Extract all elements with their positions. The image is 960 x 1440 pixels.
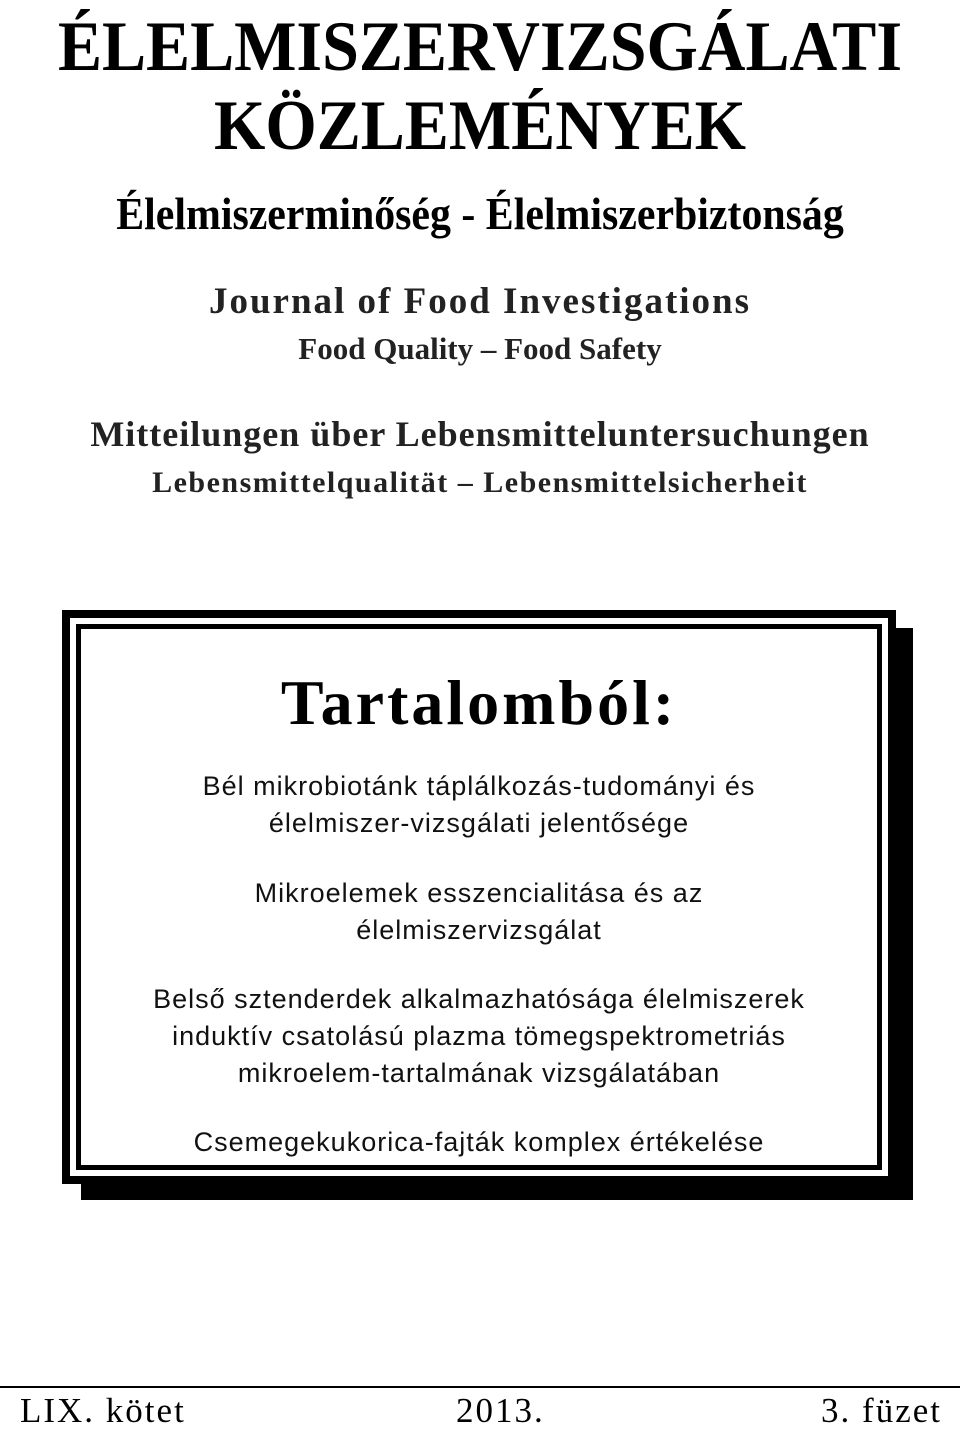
contents-item-line: Bél mikrobiotánk táplálkozás-tudományi és	[202, 771, 756, 801]
contents-item	[81, 1124, 877, 1161]
contents-item-line: Csemegekukorica-fajták komplex értékelése	[193, 1127, 765, 1157]
footer-volume: LIX. kötet	[20, 1391, 186, 1430]
contents-item-line: mikroelem-tartalmának vizsgálatában	[237, 1058, 721, 1088]
contents-item	[81, 768, 877, 842]
footer-issue: 3. füzet	[821, 1391, 942, 1430]
journal-title-line-2: KÖZLEMÉNYEK	[214, 87, 746, 165]
contents-item-line: élelmiszervizsgálat	[356, 915, 602, 945]
journal-subtitle-english: Food Quality – Food Safety	[298, 331, 662, 366]
journal-subtitle-hungarian: Élelmiszerminőség - Élelmiszerbiztonság	[116, 189, 844, 239]
footer-divider	[0, 1386, 960, 1388]
journal-title-english: Journal of Food Investigations	[208, 281, 752, 322]
contents-item	[81, 981, 877, 1092]
contents-item	[81, 875, 877, 949]
footer-year: 2013.	[456, 1391, 545, 1430]
contents-box-gap	[70, 618, 888, 1176]
contents-heading: Tartalomból:	[280, 667, 678, 738]
contents-item-line: Belső sztenderdek alkalmazhatósága élelmiszerek	[153, 984, 805, 1014]
journal-title-german: Mitteilungen über Lebensmitteluntersuchungen	[90, 414, 870, 454]
contents-box	[62, 610, 896, 1184]
journal-title-line-1: ÉLELMISZERVIZSGÁLATI	[57, 8, 903, 86]
journal-subtitle-german: Lebensmittelqualität – Lebensmittelsicherheit	[152, 466, 808, 499]
contents-item-line: Mikroelemek esszencialitása és az	[254, 878, 704, 908]
contents-box-body	[76, 624, 882, 1170]
contents-item-line: élelmiszer-vizsgálati jelentősége	[268, 808, 690, 838]
contents-item-line: induktív csatolású plazma tömegspektrometriás	[172, 1021, 786, 1051]
